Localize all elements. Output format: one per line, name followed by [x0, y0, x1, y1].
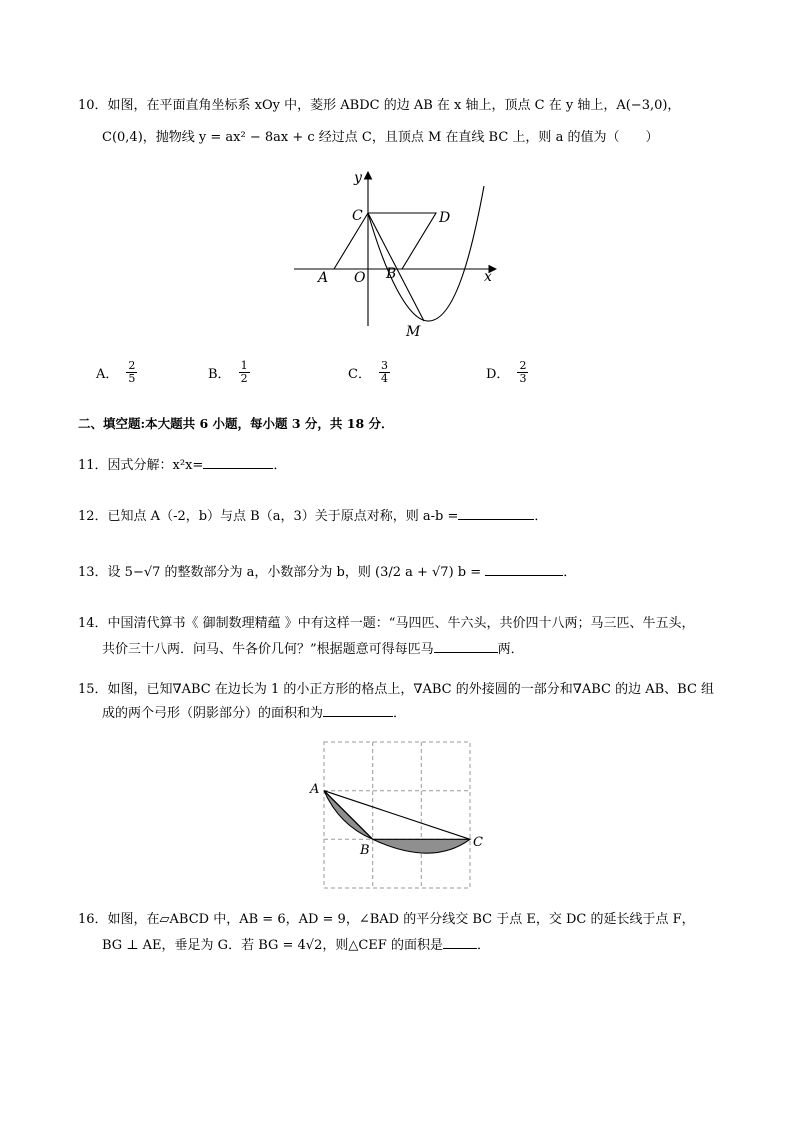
label-m: M — [406, 324, 421, 340]
q11-blank[interactable] — [203, 456, 273, 469]
choice-d-letter: D． — [486, 367, 510, 382]
q14-line1: 14．中国清代算书《 御制数理精蕴 》中有这样一题：“马四匹、牛六头，共价四十八两；马三匹、牛五头， — [78, 616, 695, 631]
choice-a-num: 2 — [128, 359, 136, 372]
rhombus — [334, 213, 436, 269]
q13-end: ． — [563, 565, 577, 580]
label-y: y — [354, 170, 362, 186]
q14-line2b: 两． — [497, 642, 524, 657]
q15-blank[interactable] — [323, 704, 393, 717]
choice-b-num: 1 — [240, 359, 248, 372]
q15-line1: 15．如图，已知∇ABC 在边长为 1 的小正方形的格点上，∇ABC 的外接圆的一部分和∇ABC 的边 AB、BC 组 — [78, 682, 715, 697]
label-b: B — [386, 266, 397, 282]
parabola — [368, 186, 484, 321]
choice-b[interactable] — [208, 360, 250, 385]
choice-a[interactable] — [96, 360, 137, 385]
label-o: O — [354, 270, 366, 286]
choice-c-fraction — [379, 360, 390, 385]
choice-c-letter: C． — [348, 367, 371, 382]
choice-b-fraction — [239, 360, 250, 385]
q16-end: ． — [476, 938, 490, 953]
q10-line2: C(0,4)，抛物线 y = ax² − 8ax + c 经过点 C，且顶点 M 在直线 BC 上，则 a 的值为（ ） — [102, 130, 659, 145]
label-c: C — [352, 208, 363, 224]
choice-c[interactable] — [348, 360, 390, 385]
label-b: B — [360, 843, 370, 858]
q11-end: ． — [273, 458, 287, 473]
segment-bc — [373, 839, 470, 853]
q12-blank[interactable] — [458, 507, 534, 520]
q13-blank[interactable] — [485, 563, 563, 576]
q14-blank[interactable] — [434, 640, 498, 653]
q13-text: 13．设 5−√7 的整数部分为 a，小数部分为 b，则 (3/2 a + √7) b = — [78, 565, 482, 580]
section-heading: 二、填空题:本大题共 6 小题，每小题 3 分，共 18 分． — [78, 416, 394, 431]
choice-b-letter: B． — [208, 367, 231, 382]
q12-text: 12．已知点 A（-2，b）与点 B（a，3）关于原点对称，则 a-b = — [78, 509, 459, 524]
q15-line2-text: 成的两个弓形（阴影部分）的面积和为 — [102, 706, 324, 721]
q14-line2 — [78, 640, 752, 660]
label-x: x — [484, 269, 492, 285]
choice-a-fraction — [126, 360, 137, 385]
label-d: D — [439, 210, 451, 226]
choice-a-letter: A． — [96, 367, 119, 382]
choice-d-fraction — [517, 360, 528, 385]
q10-line1: 10．如图，在平面直角坐标系 xOy 中，菱形 ABDC 的边 AB 在 x 轴上，顶点 C 在 y 轴上，A(−3,0)， — [78, 98, 681, 113]
choice-d-num: 2 — [519, 359, 527, 372]
label-c: C — [473, 835, 483, 850]
q12 — [78, 507, 728, 527]
choice-c-den: 4 — [380, 372, 388, 385]
label-a: A — [318, 270, 329, 286]
q11-text: 11．因式分解：x²x= — [78, 458, 204, 473]
choice-c-num: 3 — [380, 359, 388, 372]
q16-line1: 16．如图，在▱ABCD 中，AB = 6，AD = 9，∠BAD 的平分线交 BC 于点 E，交 DC 的延长线于点 F， — [78, 912, 695, 927]
choice-a-den: 5 — [128, 372, 136, 385]
q13 — [78, 563, 728, 583]
q16-blank[interactable] — [443, 936, 477, 949]
side-ab — [324, 791, 373, 840]
choice-b-den: 2 — [240, 372, 248, 385]
q16-line2-text: BG ⊥ AE，垂足为 G．若 BG = 4√2，则△CEF 的面积是 — [102, 938, 443, 953]
choice-d[interactable] — [486, 360, 528, 385]
choice-d-den: 3 — [519, 372, 527, 385]
q10-figure — [288, 166, 508, 342]
q12-end: ． — [534, 509, 548, 524]
q14-line2a: 共价三十八两．问马、牛各价几何？”根据题意可得每匹马 — [102, 642, 434, 657]
q15-end: ． — [393, 706, 407, 721]
q11 — [78, 456, 728, 476]
q15-line2 — [78, 704, 752, 724]
q16-line2 — [78, 936, 752, 956]
q15-figure — [304, 732, 496, 894]
label-a: A — [310, 782, 320, 797]
